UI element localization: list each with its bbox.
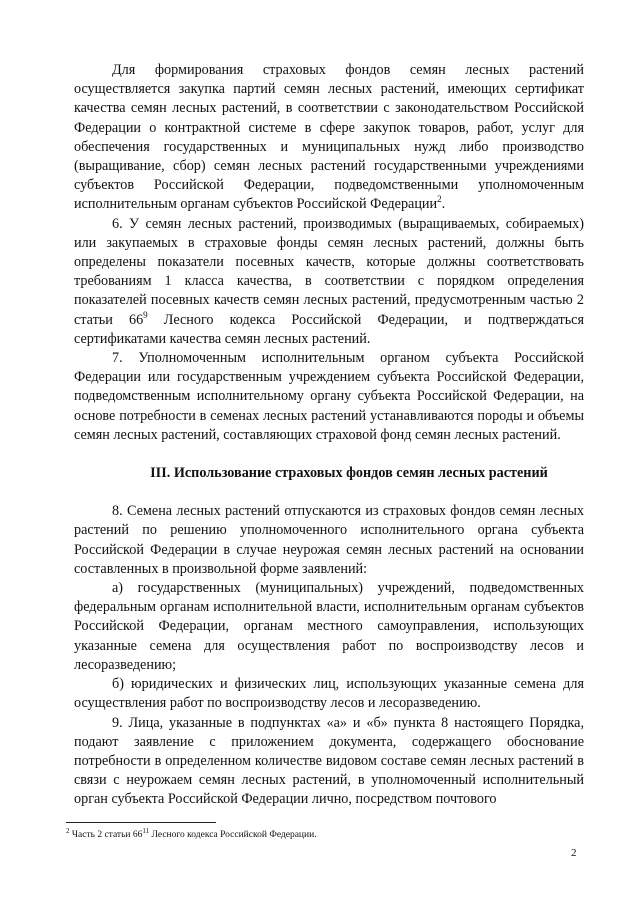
footnote-text-continued: Лесного кодекса Российской Федерации. <box>149 830 317 840</box>
paragraph-insurance-fund-formation <box>74 61 584 215</box>
paragraph-7: 7. Уполномоченным исполнительным органом субъекта Российской Федерации или государственным учреждением субъекта Российской Федерации, подведомственным исполнительному органу субъекта Российской Федерации, на основе потребности в семенах лесных растений устанавливаются породы и объемы семян лесных растений, составляющих страховой фонд семян лесных растений. <box>74 350 584 443</box>
footnote-reference[interactable]: 2 <box>437 194 442 205</box>
document-body <box>74 61 584 810</box>
paragraph-9: 9. Лица, указанные в подпунктах «а» и «б» пункта 8 настоящего Порядка, подают заявление с приложением документа, содержащего обоснование потребности в определенном количестве видовом составе семян лесных растений в связи с неурожаем семян лесных растений, в уполномоченный исполнительный орган субъекта Российской Федерации лично, посредством почтового <box>74 714 584 808</box>
subparagraph-a: а) государственных (муниципальных) учреждений, подведомственных федеральным органам исполнительной власти, исполнительным органам субъектов Российской Федерации, органам местного самоуправления, использующих указанные семена для осуществления работ по воспроизводству лесов и лесоразведению; <box>74 580 584 673</box>
footnote-text: Часть 2 статьи 66 <box>69 830 143 840</box>
paragraph-punctuation: . <box>441 196 446 213</box>
section-heading: III. Использование страховых фондов семян лесных растений <box>150 465 548 482</box>
footnote <box>66 829 586 841</box>
paragraph-text: 6. У семян лесных растений, производимых (выращиваемых, собираемых) или закупаемых в страховые фонды семян лесных растений, должны быть определены показатели посевных качеств, которые должны соответствовать требованиям 1 класса качества, в соответствии с порядком определения показателей посевных качеств семян лесных растений, предусмотренным частью 2 статьи 66 <box>74 215 584 328</box>
paragraph-8: 8. Семена лесных растений отпускаются из страховых фондов семян лесных растений по решению уполномоченного исполнительного органа субъекта Российской Федерации в случае неурожая семян лесных растений на основании составленных в произвольной форме заявлений: <box>74 503 584 577</box>
paragraph-text-continued: Лесного кодекса Российской Федерации, и подтверждаться сертификатами качества семян лесных растений. <box>74 311 584 347</box>
footnote-marker: 2 <box>66 827 70 835</box>
footnote-divider <box>66 822 216 823</box>
page-number: 2 <box>571 847 577 859</box>
subparagraph-b: б) юридических и физических лиц, использующих указанные семена для осуществления работ по воспроизводству лесов и лесоразведению. <box>74 676 584 712</box>
footnote-article-superscript: 11 <box>142 827 150 835</box>
paragraph-text: Для формирования страховых фондов семян лесных растений осуществляется закупка партий семян лесных растений, имеющих сертификат качества семян лесных растений, в соответствии с законодательством Российской Федерации о контрактной системе в сфере закупок товаров, работ, услуг для обеспечения государственных и муниципальных нужд либо производство (выращивание, сбор) семян лесных растений государственными учреждениями субъектов Российской Федерации, подведомственными уполномоченным исполнительным органам субъектов Российской Федерации <box>74 62 584 213</box>
paragraph-6 <box>74 215 584 349</box>
article-superscript: 9 <box>143 309 148 320</box>
